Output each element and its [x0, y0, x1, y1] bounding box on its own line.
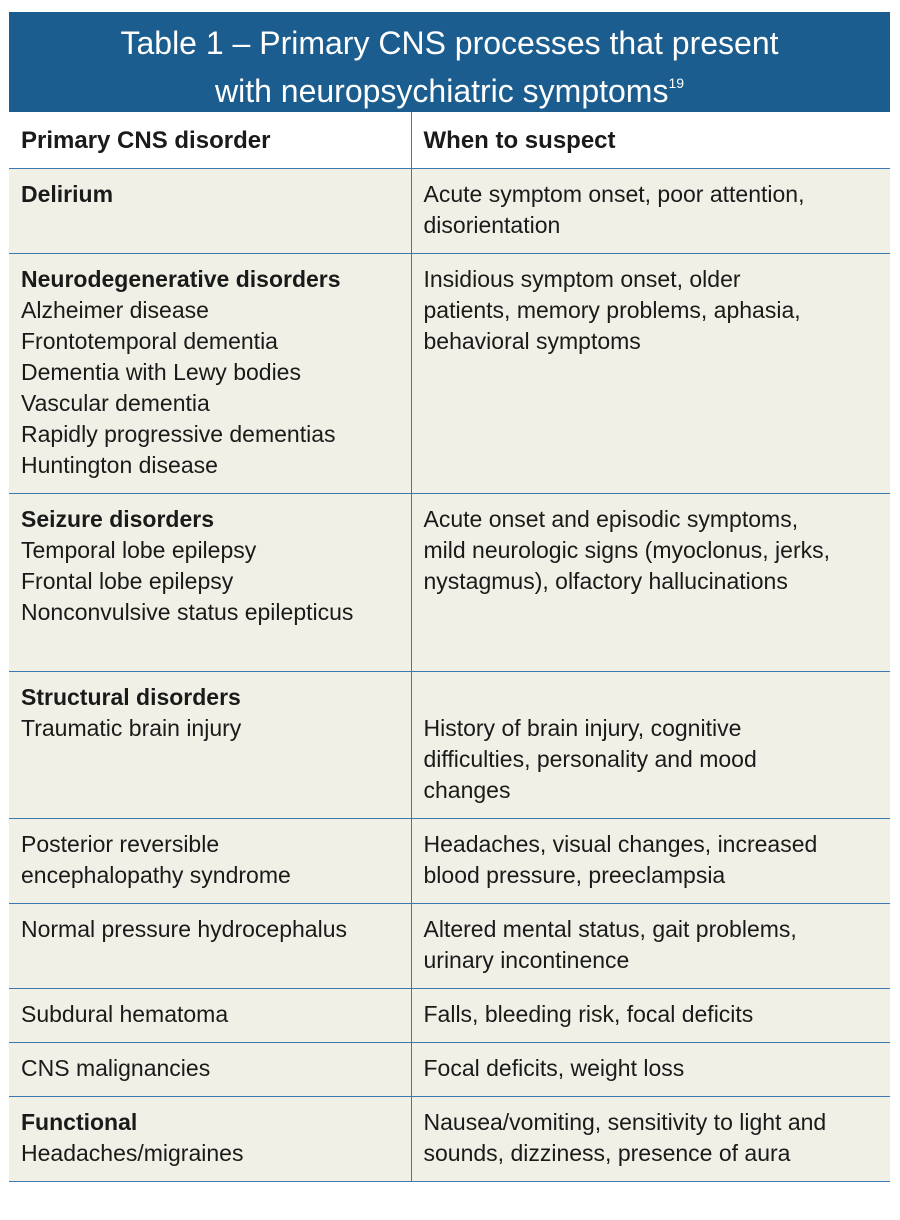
table-row	[9, 1043, 890, 1097]
disorder-item: CNS malignancies	[21, 1055, 211, 1081]
disorder-item: Frontotemporal dementia	[21, 328, 278, 354]
suspect-line: sounds, dizziness, presence of aura	[423, 1140, 791, 1166]
disorder-cell	[9, 254, 411, 494]
disorder-item: Rapidly progressive dementias	[21, 421, 336, 447]
reference-superscript: 19	[668, 75, 685, 91]
disorder-cell	[9, 494, 411, 672]
disorder-item: encephalopathy syndrome	[21, 862, 291, 888]
disorder-item: Subdural hematoma	[21, 1001, 229, 1027]
disorder-heading: Seizure disorders	[21, 506, 215, 532]
suspect-line: behavioral symptoms	[423, 328, 641, 354]
cns-disorders-table	[9, 112, 890, 1182]
suspect-cell	[411, 989, 890, 1043]
suspect-cell	[411, 494, 890, 672]
column-header-disorder: Primary CNS disorder	[9, 112, 411, 169]
suspect-line: urinary incontinence	[423, 947, 630, 973]
disorder-cell	[9, 989, 411, 1043]
table-row	[9, 904, 890, 989]
disorder-item: Nonconvulsive status epilepticus	[21, 599, 354, 625]
table-row	[9, 989, 890, 1043]
suspect-line: disorientation	[423, 212, 561, 238]
disorder-item: Vascular dementia	[21, 390, 210, 416]
table-row	[9, 672, 890, 819]
suspect-line: difficulties, personality and mood	[423, 746, 757, 772]
table-row	[9, 169, 890, 254]
suspect-cell	[411, 672, 890, 819]
disorder-heading: Structural disorders	[21, 684, 241, 710]
title-line-1: Table 1 – Primary CNS processes that present	[120, 25, 779, 61]
disorder-cell	[9, 904, 411, 989]
disorder-item: Frontal lobe epilepsy	[21, 568, 234, 594]
disorder-cell	[9, 819, 411, 904]
suspect-cell	[411, 169, 890, 254]
suspect-line: patients, memory problems, aphasia,	[423, 297, 801, 323]
row-spacer	[21, 628, 399, 659]
suspect-line: Headaches, visual changes, increased	[423, 831, 818, 857]
suspect-line: Altered mental status, gait problems,	[423, 916, 797, 942]
suspect-line: History of brain injury, cognitive	[423, 715, 742, 741]
disorder-item: Traumatic brain injury	[21, 715, 242, 741]
table-row	[9, 819, 890, 904]
table-row	[9, 254, 890, 494]
suspect-line: Falls, bleeding risk, focal deficits	[423, 1001, 754, 1027]
suspect-cell	[411, 819, 890, 904]
table-row	[9, 1097, 890, 1182]
disorder-heading: Neurodegenerative disorders	[21, 266, 341, 292]
disorder-heading: Functional	[21, 1109, 138, 1135]
table-title	[9, 12, 890, 112]
disorder-item: Posterior reversible	[21, 831, 220, 857]
disorder-cell	[9, 1097, 411, 1182]
disorder-cell	[9, 169, 411, 254]
disorder-heading: Delirium	[21, 181, 114, 207]
suspect-line: changes	[423, 777, 511, 803]
title-line-2	[9, 63, 890, 111]
row-spacer	[424, 682, 879, 713]
suspect-line: nystagmus), olfactory hallucinations	[423, 568, 788, 594]
suspect-cell	[411, 904, 890, 989]
suspect-line: Acute onset and episodic symptoms,	[423, 506, 799, 532]
suspect-line: Insidious symptom onset, older	[423, 266, 741, 292]
disorder-item: Dementia with Lewy bodies	[21, 359, 301, 385]
disorder-cell	[9, 672, 411, 819]
suspect-line: Focal deficits, weight loss	[423, 1055, 685, 1081]
disorder-item: Normal pressure hydrocephalus	[21, 916, 347, 942]
column-header-suspect: When to suspect	[411, 112, 890, 169]
title-line-2-text: with neuropsychiatric symptoms	[214, 73, 669, 109]
header-row	[9, 112, 890, 169]
suspect-line: mild neurologic signs (myoclonus, jerks,	[423, 537, 830, 563]
disorder-item: Alzheimer disease	[21, 297, 209, 323]
disorder-item: Headaches/migraines	[21, 1140, 244, 1166]
disorder-item: Temporal lobe epilepsy	[21, 537, 257, 563]
suspect-line: Nausea/vomiting, sensitivity to light and	[423, 1109, 827, 1135]
suspect-cell	[411, 1043, 890, 1097]
suspect-line: blood pressure, preeclampsia	[423, 862, 726, 888]
suspect-cell	[411, 1097, 890, 1182]
suspect-cell	[411, 254, 890, 494]
disorder-item: Huntington disease	[21, 452, 218, 478]
suspect-line: Acute symptom onset, poor attention,	[423, 181, 805, 207]
disorder-cell	[9, 1043, 411, 1097]
table-row	[9, 494, 890, 672]
